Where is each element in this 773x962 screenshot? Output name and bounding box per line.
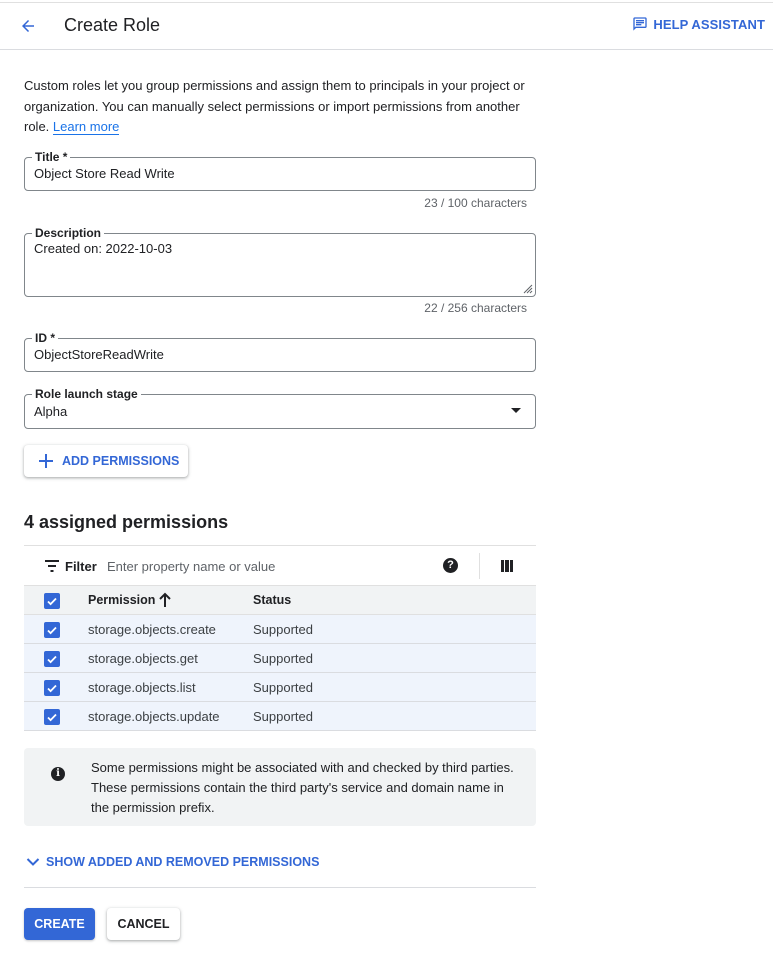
- description-field[interactable]: [24, 226, 536, 297]
- id-field-value[interactable]: ObjectStoreReadWrite: [34, 347, 164, 362]
- intro-text: [24, 76, 544, 138]
- checkmark-icon: [46, 711, 58, 723]
- help-assistant-label: HELP ASSISTANT: [653, 16, 765, 32]
- launch-stage-select[interactable]: [24, 387, 536, 429]
- checkmark-icon: [46, 624, 58, 636]
- checkmark-icon: [46, 653, 58, 665]
- permission-name: storage.objects.create: [88, 622, 216, 637]
- show-toggle-label: SHOW ADDED AND REMOVED PERMISSIONS: [46, 855, 320, 869]
- third-party-info-box: [24, 748, 536, 826]
- table-row[interactable]: [24, 644, 536, 673]
- row-checkbox[interactable]: [44, 680, 60, 696]
- title-field-label: Title *: [32, 150, 70, 164]
- filter-input[interactable]: [107, 556, 407, 576]
- filter-bar: [24, 545, 536, 586]
- permissions-table: [24, 545, 536, 731]
- arrow-back-icon: [19, 17, 37, 35]
- id-field-label: ID *: [32, 331, 58, 345]
- create-button[interactable]: CREATE: [24, 908, 95, 940]
- permission-name: storage.objects.get: [88, 651, 198, 666]
- help-icon[interactable]: ?: [443, 558, 458, 573]
- select-all-checkbox[interactable]: [44, 593, 60, 609]
- id-field[interactable]: [24, 331, 536, 372]
- permission-status: Supported: [253, 680, 313, 695]
- permission-status: Supported: [253, 622, 313, 637]
- info-text: Some permissions might be associated with and checked by third parties. These permissions contain the third party's service and domain name in the permission prefix.: [91, 760, 514, 815]
- permission-status: Supported: [253, 651, 313, 666]
- info-icon: i: [51, 767, 65, 781]
- table-row[interactable]: [24, 673, 536, 702]
- description-field-label: Description: [32, 226, 104, 240]
- description-field-value[interactable]: Created on: 2022-10-03: [34, 241, 173, 256]
- row-checkbox[interactable]: [44, 651, 60, 667]
- chat-feedback-icon: [632, 16, 648, 32]
- description-char-counter: 22 / 256 characters: [424, 301, 527, 315]
- permission-name: storage.objects.update: [88, 709, 220, 724]
- filter-label: Filter: [65, 559, 97, 574]
- intro-body: Custom roles let you group permissions and assign them to principals in your project or organization. You can manually select permissions or import permissions from another role.: [24, 78, 525, 134]
- show-added-removed-toggle[interactable]: [26, 855, 319, 869]
- column-header-permission[interactable]: Permission: [88, 593, 156, 607]
- cancel-button[interactable]: CANCEL: [107, 908, 180, 940]
- permission-name: storage.objects.list: [88, 680, 196, 695]
- dropdown-arrow-icon: [511, 408, 521, 413]
- back-button[interactable]: [14, 12, 42, 40]
- chevron-down-icon: [26, 857, 40, 867]
- launch-stage-label: Role launch stage: [32, 387, 141, 401]
- column-display-options-icon[interactable]: [501, 560, 513, 572]
- permission-status: Supported: [253, 709, 313, 724]
- page-title: Create Role: [64, 15, 161, 35]
- table-row[interactable]: [24, 702, 536, 731]
- checkmark-icon: [46, 682, 58, 694]
- permissions-heading: 4 assigned permissions: [24, 512, 229, 532]
- title-field-value[interactable]: Object Store Read Write: [34, 166, 175, 181]
- sort-ascending-icon[interactable]: [158, 592, 172, 608]
- title-char-counter: 23 / 100 characters: [424, 196, 527, 210]
- launch-stage-value: Alpha: [34, 404, 68, 419]
- add-permissions-button[interactable]: [24, 445, 188, 477]
- filter-icon: [44, 559, 60, 573]
- column-header-status[interactable]: Status: [253, 593, 292, 607]
- toolbar-divider: [479, 553, 480, 579]
- resize-grip-icon[interactable]: [521, 282, 533, 294]
- title-field[interactable]: [24, 150, 536, 191]
- row-checkbox[interactable]: [44, 622, 60, 638]
- table-header: [24, 586, 536, 615]
- table-row[interactable]: [24, 615, 536, 644]
- learn-more-link[interactable]: Learn more: [52, 119, 120, 134]
- row-checkbox[interactable]: [44, 709, 60, 725]
- checkmark-icon: [46, 595, 58, 607]
- add-permissions-label: ADD PERMISSIONS: [62, 454, 180, 468]
- page-header: [0, 3, 773, 50]
- plus-icon: [38, 453, 54, 469]
- actions-divider: [24, 887, 536, 888]
- help-assistant-button[interactable]: [632, 16, 765, 32]
